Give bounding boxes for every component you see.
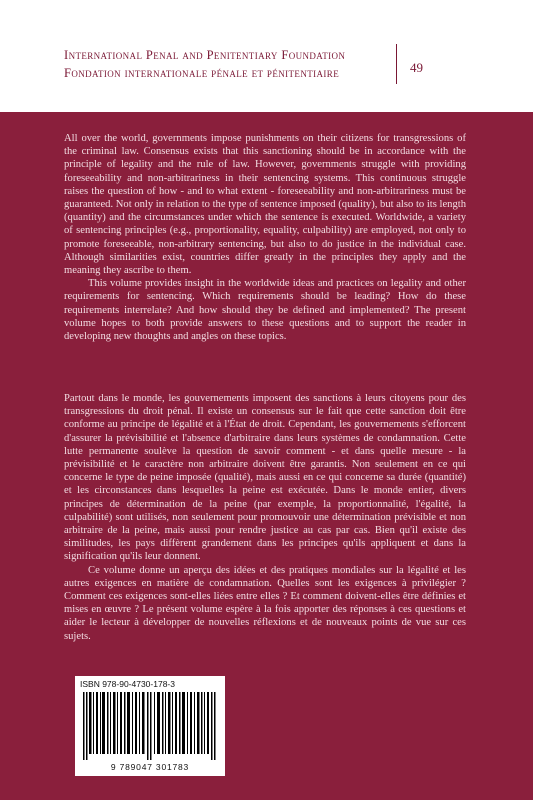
org-name-english: International Penal and Penitentiary Foundation: [64, 48, 346, 62]
header-band: [0, 0, 533, 112]
isbn-label: ISBN 978-90-4730-178-3: [80, 679, 175, 689]
page-number: 49: [410, 60, 423, 75]
english-blurb: [64, 132, 466, 343]
english-paragraph-1: All over the world, governments impose punishments on their citizens for transgressions of the criminal law. Consensus exists that this sanctioning should be in accordance with the principle of legality and the rule of law. However, governments struggle with providing foreseeability and non-arbitrariness in their sentencing systems. This continuous struggle raises the question of how - and to what extent - foreseeability and non-arbitrariness must be guaranteed. Not only in relation to the type of sentence imposed (quality), but also to its length (quantity) and the circumstances under which the sentence is executed. Worldwide, a variety of sentencing principles (e.g., proportionality, equality, culpability) are employed, not only to promote foreseeable, non-arbitrary sentencing, but also to do justice in the individual case. Although similarities exist, countries differ greatly in the principles they apply and the meaning they ascribe to them.: [64, 133, 466, 277]
french-paragraph-2: Ce volume donne un aperçu des idées et des pratiques mondiales sur la légalité et les autres exigences en matière de condamnation. Quelles sont les exigences à privilégier ? Comment ces exigences sont-elles liées entre elles ? Et comment doivent-elles être définies et mises en œuvre ? Le présent volume espère à la fois apporter des réponses à ces questions et aider le lecteur à développer de nouvelles réflexions et de nouveaux points de vue sur ces sujets.: [64, 564, 466, 642]
organization-names: [64, 46, 345, 82]
french-blurb: [64, 392, 466, 643]
barcode-digits: 9 789047 301783: [110, 762, 190, 772]
header-divider: [396, 44, 397, 84]
french-paragraph-1: Partout dans le monde, les gouvernements imposent des sanctions à leurs citoyens pour des transgressions du droit pénal. Il existe un consensus sur le fait que cette sanction doit être conforme au principe de légalité et à l'État de droit. Cependant, les gouvernements s'efforcent d'assurer la prévisibilité et l'absence d'arbitraire dans leurs systèmes de condamnation. Cette lutte permanente soulève la question de savoir comment - et dans quelle mesure - la prévisibilité et le caractère non arbitraire doivent être garantis. Non seulement en ce qui concerne le type de peine imposée (qualité), mais aussi en ce qui concerne sa durée (quantité) et les circonstances dans lesquelles la peine est exécutée. Dans le monde entier, divers principes de détermination de la peine (par exemple, la proportionnalité, l'égalité, la culpabilité) sont utilisés, non seulement pour promouvoir une détermination prévisible et non arbitraire de la peine, mais aussi pour rendre justice au cas par cas. Bien qu'il existe des similitudes, les pays diffèrent grandement dans les principes qu'ils appliquent et dans la signification qu'ils leur donnent.: [64, 393, 466, 563]
english-paragraph-2: This volume provides insight in the worldwide ideas and practices on legality and other requirements for sentencing. Which requirements should be leading? How do these requirements interrelate? And how should they be defined and implemented? The present volume hopes to both provide answers to these questions and to support the reader in developing new thoughts and angles on these topics.: [64, 278, 466, 343]
org-name-french: Fondation internationale pénale et pénitentiaire: [64, 66, 340, 80]
barcode-bars: [83, 692, 217, 760]
isbn-barcode: [75, 676, 225, 776]
